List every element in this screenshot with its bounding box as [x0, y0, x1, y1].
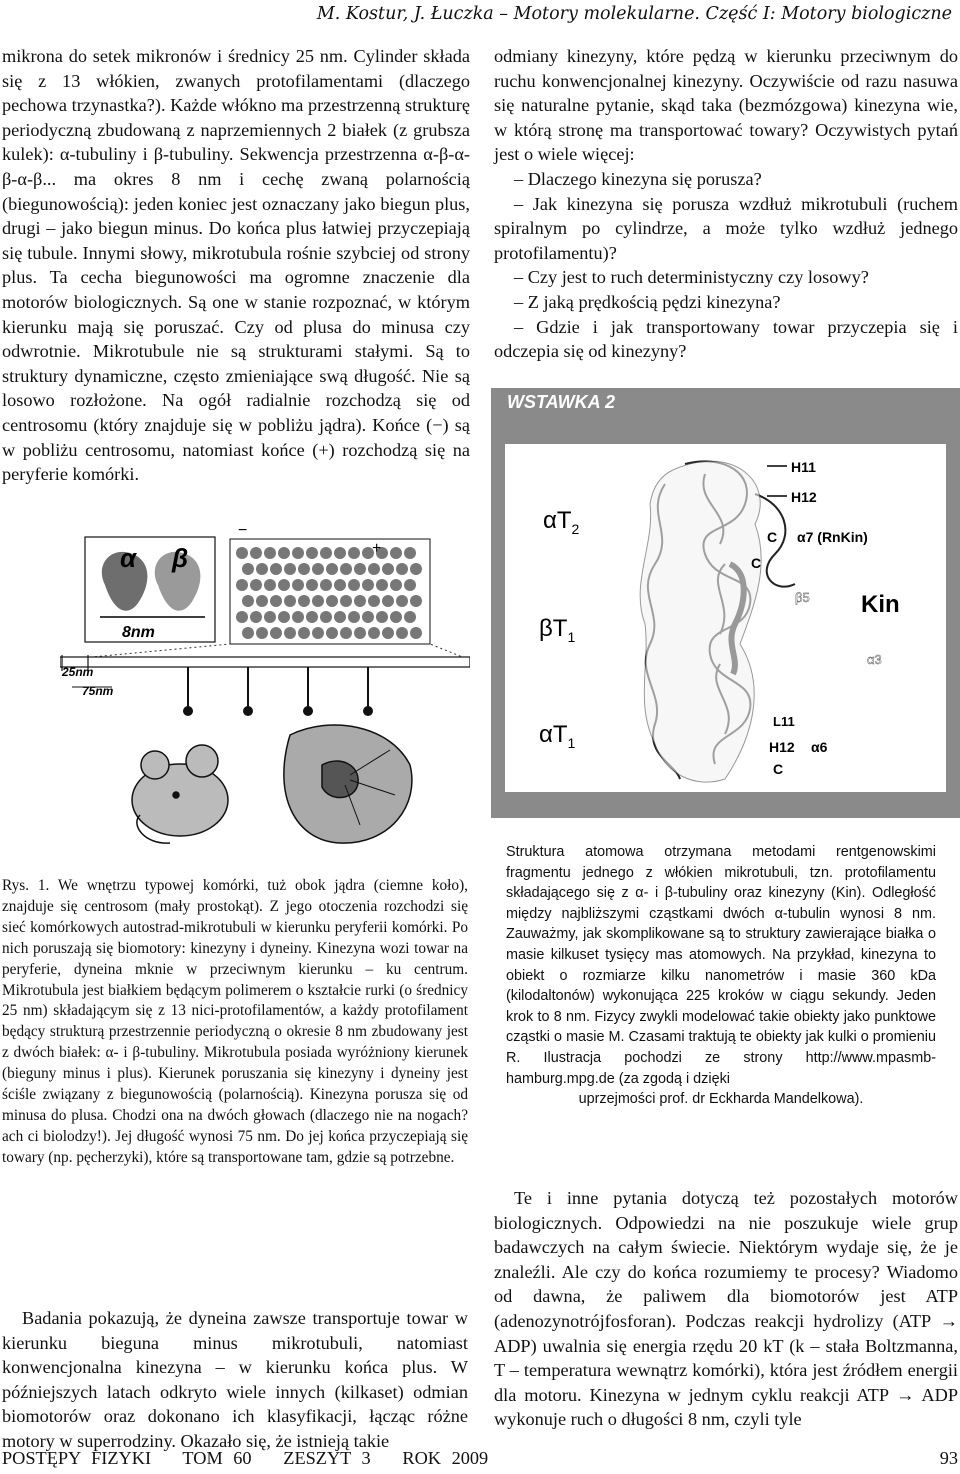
right-paragraph: odmiany kinezyny, które pędzą w kierunku przeciwnym do ruchu konwencjonalnej kinezyny. Oczywiście od razu nasuwa się naturalne pytanie, skąd taka (bezmózgowa) kinezyna wie, w którą stronę ma transportować towary? Oczywistych pytań jest o wiele więcej:	[494, 46, 958, 165]
running-title: M. Kostur, J. Łuczka – Motory molekularne. Część I: Motory biologiczne	[316, 4, 952, 24]
kin-label: Kin	[861, 591, 900, 618]
protein-structure-image	[505, 444, 946, 792]
left-paragraph: mikrona do setek mikronów i średnicy 25 nm. Cylinder składa się z 13 włókien, zwanych protofilamentami (dlaczego pechowa trzynastka?). Każde włókno ma przestrzenną strukturę periodyczną zbudowaną z naprzemiennych 2 białek (z grubsza kulek): α-tubuliny i β-tubuliny. Sekwencja przestrzenna α-β-α-β-α-β... ma okres 8 nm i cechę zwaną polarnością (biegunowością): jeden koniec jest oznaczany jako biegun plus, drugi – jako biegun minus. Do końca plus łatwiej przyczepiają się tubule. Innymi słowy, mikrotubula rośnie szybciej od strony plus. Ta cecha biegunowości ma ogromne znaczenie dla motorów biologicznych. Są one w stanie rozpoznać, w którym kierunku mają się poruszać. Czy od plusa do minusa czy odwrotnie. Mikrotubule nie są strukturami stałymi. Są to struktury dynamiczne, często zmieniające swą długość. Nie są losowo rozłożone. Na ogół radialnie rozchodzą się od centrosomu (który znajduje się w pobliżu jądra). Końce (−) są w pobliżu centrosomu, natomiast końce (+) rozchodzą się na peryferie komórki.	[2, 46, 470, 485]
alpha3-label: α3	[867, 652, 882, 667]
c-mid-label: C	[751, 555, 762, 571]
question-item: – Gdzie i jak transportowany towar przyczepia się i odczepia się od kinezyny?	[494, 316, 958, 362]
journal-info: POSTĘPY FIZYKI TOM 60 ZESZYT 3 ROK 2009	[2, 1448, 489, 1468]
wstawka-caption-last: uprzejmości prof. dr Eckharda Mandelkowa).	[578, 1091, 864, 1108]
bottom-right-paragraph: Te i inne pytania dotyczą też pozostałych motorów biologicznych. Odpowiedzi na nie poszukuje wiele grup badawczych na całym świecie. Niektórym wydaje się, że je znaleźli. Ale czy do końca rozumiemy te procesy? Wiadomo od dawna, że paliwem dla biomotorów jest ATP (adenozynotrójfosforan). Podczas reakcji hydrolizy (ATP → ADP) uwalnia się energia rzędu 20 kT (k – stała Boltzmanna, T – temperatura wewnątrz komórki), która jest źródłem energii dla motoru. Kinezyna w jednym cyklu reakcji ATP → ADP wykonuje ruch o długości 8 nm, czyli tyle	[494, 1188, 958, 1430]
figure1-caption: Rys. 1. We wnętrzu typowej komórki, tuż obok jądra (ciemne koło), znajduje się centrosom (mały prostokąt). Z jego otoczenia rozchodzi się sieć komórkowych autostrad-mikrotubuli w kierunku peryferii komórki. Po nich poruszają się biomotory: kinezyny i dyneiny. Kinezyna wozi towar na peryferie, dyneina mknie w przeciwnym kierunku – ku centrum. Mikrotubula jest białkiem będącym polimerem o kształcie rurki (o średnicy 25 nm) składającym się z 13 nici-protofilamentów, a każdy protofilament będący strukturą przestrzennie periodyczną o okresie 8 nm zbudowany jest z dwóch białek: α- i β-tubuliny. Mikrotubula posiada wyróżniony kierunek (bieguny minus i plus). Kierunek poruszania się kinezyny i dyneiny jest ściśle związany z biegunowością (polarnością). Kinezyna porusza się od minusa do plusa. Chodzi ona na dwóch głowach (dlaczego nie na nogach? ach ci biolodzy!). Jej długość wynosi 75 nm. Do jej końca przyczepiają się towary (np. pęcherzyki), które są transportowane tam, gdzie są potrzebne.	[2, 877, 468, 1166]
h12-bottom-label: H12	[769, 739, 795, 755]
protein-structure-svg	[505, 444, 946, 792]
wstawka-caption	[506, 842, 936, 1110]
question-item: – Dlaczego kinezyna się porusza?	[514, 168, 762, 189]
l11-label: L11	[773, 714, 795, 729]
plus-end-label: +	[372, 540, 382, 557]
kinesin-stalks	[183, 667, 373, 716]
question-item: – Czy jest to ruch deterministyczny czy losowy?	[514, 267, 869, 288]
protein-outline	[640, 461, 761, 782]
question-item: – Z jaką prędkością pędzi kinezyna?	[514, 291, 781, 312]
question-item: – Jak kinezyna się porusza wzdłuż mikrotubuli (ruchem spiralnym po cylindrze, a może tylko wzdłuż jednego protofilamentu)?	[494, 193, 958, 263]
alpha-label: α	[120, 543, 137, 573]
minus-end-label: −	[238, 525, 248, 539]
25nm-label: 25nm	[62, 665, 94, 679]
wstawka-box	[491, 388, 960, 818]
alpha-t1-label: $\alpha T_1$	[539, 721, 576, 751]
alpha-t2-label: $\alpha T_2$	[543, 507, 580, 537]
beta-label: β	[172, 543, 189, 573]
questions-list	[494, 167, 958, 364]
c-bottom-label: C	[773, 761, 784, 777]
bottom-left-paragraph: Badania pokazują, że dyneina zawsze transportuje towar w kierunku bieguna minus mikrotubuli, natomiast konwencjonalna kinezyna – w kierunku końca plus. W późniejszych latach odkryto wiele innych (kilkaset) odmian biomotorów oraz dokonano ich klasyfikacji, łącząc różne motory w superrodziny. Okazało się, że istnieją takie	[2, 1308, 468, 1451]
microtubule-cylinder	[230, 539, 430, 644]
microtubule-band	[60, 657, 470, 667]
page-number: 93	[939, 1448, 958, 1468]
8nm-label: 8nm	[122, 624, 155, 641]
beta5-label: β5	[795, 590, 810, 605]
alpha7-label: α7 (RnKin)	[797, 529, 868, 545]
bottom-right-text	[494, 1186, 958, 1432]
figure1-illustration	[60, 525, 470, 865]
beta-t1-label: $\beta T_1$	[539, 615, 576, 645]
c-top-label: C	[767, 529, 778, 545]
alpha6-label: α6	[811, 739, 828, 755]
75nm-label: 75nm	[82, 684, 114, 698]
mouse-drawing	[132, 745, 228, 843]
h11-label: H11	[791, 459, 816, 475]
left-column-text	[2, 44, 470, 487]
page-footer	[2, 1448, 960, 1469]
right-column-text	[494, 44, 958, 364]
cell-drawing	[284, 725, 412, 843]
bottom-left-text	[2, 1306, 468, 1454]
wstawka-title: WSTAWKA 2	[507, 392, 615, 412]
h12-top-label: H12	[791, 489, 817, 505]
wstawka-caption-main: Struktura atomowa otrzymana metodami rentgenowskimi fragmentu jednego z włókien mikrotubuli, tzn. protofilamentu składającego się z α- i β-tubuliny oraz kinezyny (Kin). Odległość między najbliższymi cząstkami dwóch α-tubulin wynosi 8 nm. Zauważmy, jak skomplikowane są to struktury zawierające białka o masie kilkuset tysięcy mas atomowych. Na przykład, kinezyna to obiekt o rozmiarze kilku nanometrów i masie 360 kDa (kilodaltonów) wykonująca 225 kroków w ciągu sekundy. Jeden krok to 8 nm. Fizycy zwykli modelować takie obiekty jako punktowe cząstki o masie M. Czasami traktują te obiekty jak kulki o promieniu R. Ilustracja pochodzi ze strony http://www.mpasmb-hamburg.mpg.de (za zgodą i dzięki	[506, 844, 936, 1087]
